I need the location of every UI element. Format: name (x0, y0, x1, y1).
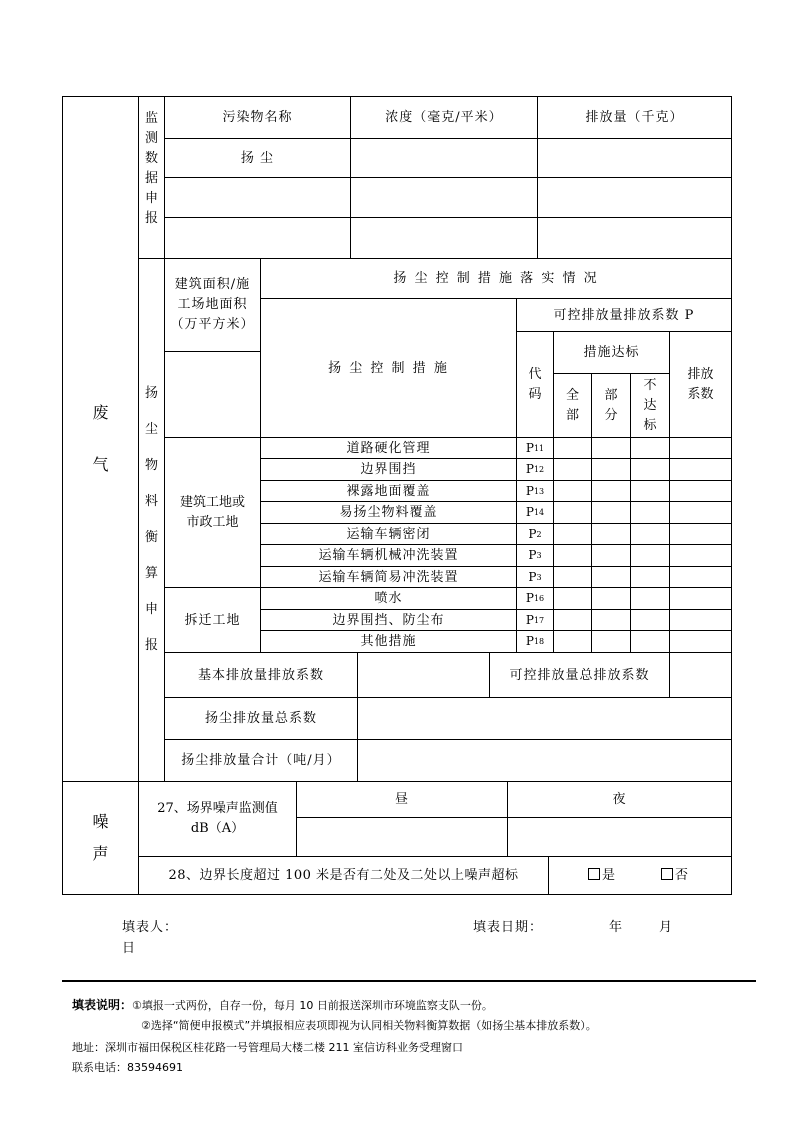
fill-date-label: 填表日期： (473, 920, 544, 935)
emission-input[interactable] (538, 218, 731, 258)
measure-code: P 18 (525, 634, 545, 648)
measure-name: 边界围挡 (360, 462, 417, 477)
measure-name: 道路硬化管理 (346, 440, 431, 456)
emission-input[interactable] (538, 178, 731, 217)
notes-address: 地址：深圳市福田保税区桂花路一号管理局大楼二楼 211 室信访科业务受理窗口 (72, 1041, 463, 1054)
measure-name: 易扬尘物料覆盖 (339, 505, 438, 520)
pollutant-input[interactable] (165, 178, 350, 217)
monitor-section-label: 监 测 数 据 申 报 (144, 110, 158, 226)
measure-code: P 17 (525, 612, 545, 627)
measure-code: P 3 (528, 548, 542, 562)
yes-option[interactable]: 是 (588, 868, 616, 883)
no-checkbox[interactable] (661, 868, 673, 880)
measure-name: 运输车辆密闭 (346, 526, 431, 542)
total-coefficient-label: 扬尘排放量总系数 (204, 711, 317, 726)
noise-section-label: 噪 声 (92, 812, 109, 863)
area-input[interactable] (165, 352, 260, 437)
notes-phone: 联系电话：83594691 (72, 1061, 183, 1074)
measure-code: P 16 (525, 591, 545, 605)
day-header: 昼 (394, 792, 409, 807)
pollutant-input[interactable] (165, 218, 350, 258)
concentration-header: 浓度（毫克/平米） (385, 110, 503, 125)
concentration-input[interactable] (351, 139, 537, 177)
night-header: 夜 (612, 792, 627, 807)
measure-name: 裸露地面覆盖 (346, 483, 431, 499)
measure-code: P 11 (525, 440, 545, 455)
concentration-input[interactable] (351, 178, 537, 217)
notes-line-2: ②选择“简便申报模式”并填报相应表项即视为认同相关物料衡算数据（如扬尘基本排放系数）。 (141, 1019, 597, 1032)
day-noise-input[interactable] (297, 818, 507, 856)
control-measures-header: 扬 尘 控 制 措 施 (328, 360, 449, 376)
construction-site-group-label: 建筑工地或 市政工地 (179, 494, 245, 530)
implementation-header: 扬 尘 控 制 措 施 落 实 情 况 (393, 271, 599, 286)
demolition-site-group-label: 拆迁工地 (184, 612, 241, 628)
measure-name: 喷水 (374, 591, 403, 606)
measure-name: 其他措施 (360, 634, 417, 649)
notes-title: 填表说明： (72, 998, 133, 1012)
total-emission-label: 扬尘排放量合计（吨/月） (181, 753, 341, 768)
pollutant-dust-cell: 扬 尘 (240, 150, 275, 166)
measure-code: P 3 (528, 569, 542, 584)
night-noise-input[interactable] (508, 818, 731, 856)
measure-code: P 2 (528, 526, 542, 541)
controllable-total-coefficient-input[interactable] (670, 653, 731, 697)
balance-section-label: 扬 尘 物 料 衡 算 申 报 (144, 386, 158, 653)
month-label: 月 (659, 920, 674, 935)
notes-line-1: 填表说明：①填报一式两份，自存一份，每月 10 日前报送深圳市环境监察支队一份。 (72, 998, 493, 1012)
compliance-partial-header: 部 分 (604, 387, 618, 423)
measure-name: 运输车辆机械冲洗装置 (318, 548, 459, 563)
yes-checkbox[interactable] (588, 868, 600, 880)
measure-code: P 14 (525, 505, 545, 519)
no-option[interactable]: 否 (661, 868, 689, 883)
emission-coefficient-header: 排放 系数 (687, 366, 714, 402)
basic-coefficient-input[interactable] (358, 653, 489, 697)
footer-divider (62, 980, 756, 982)
measure-code: P 12 (525, 462, 545, 476)
compliance-none-header: 不 达 标 (643, 377, 657, 433)
controllable-total-coefficient-label: 可控排放量总排放系数 (509, 667, 650, 683)
controllable-coefficient-header: 可控排放量排放系数 P (553, 307, 695, 323)
code-header: 代 码 (528, 366, 542, 402)
filler-label: 填表人： (122, 920, 179, 935)
compliance-header: 措施达标 (583, 345, 640, 360)
boundary-noise-monitor-label: 27、场界噪声监测值 dB（A） (157, 801, 278, 836)
day-label: 日 (122, 941, 137, 956)
emission-input[interactable] (538, 139, 731, 177)
total-emission-input[interactable] (358, 740, 731, 781)
concentration-input[interactable] (351, 218, 537, 258)
noise-exceed-question: 28、边界长度超过 100 米是否有二处及二处以上噪声超标 (168, 868, 519, 883)
compliance-full-header: 全 部 (565, 387, 579, 423)
area-header: 建筑面积/施 工场地面积 （万平方米） (170, 277, 255, 332)
measure-name: 边界围挡、防尘布 (332, 612, 445, 628)
total-coefficient-input[interactable] (358, 698, 731, 739)
basic-coefficient-label: 基本排放量排放系数 (197, 667, 324, 683)
pollutant-name-header: 污染物名称 (222, 110, 293, 125)
measure-name: 运输车辆简易冲洗装置 (318, 569, 459, 585)
measure-code: P 13 (525, 483, 545, 498)
year-label: 年 (609, 920, 624, 935)
air-section-label: 废 气 (92, 403, 109, 474)
emission-amount-header: 排放量（千克） (585, 110, 684, 125)
